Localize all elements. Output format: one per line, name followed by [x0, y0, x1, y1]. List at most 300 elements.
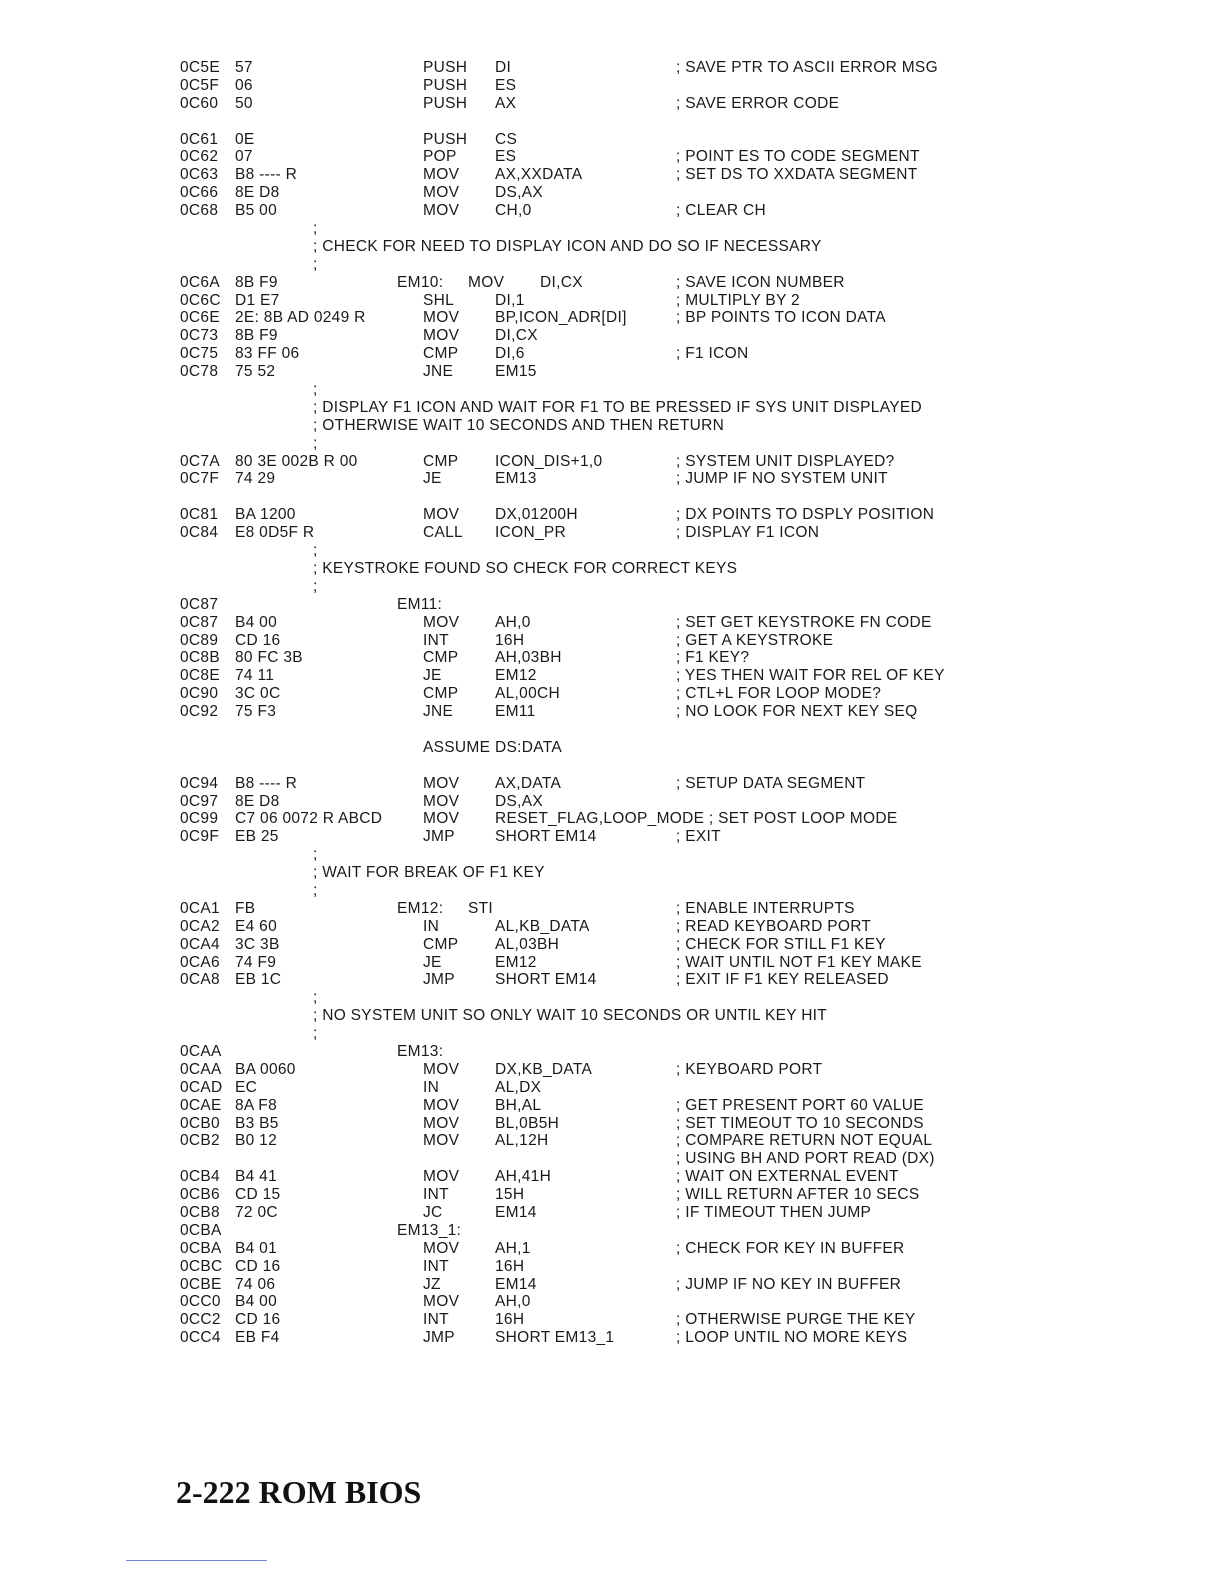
mnemonic: MOV: [423, 792, 460, 810]
address: 0C99: [180, 810, 219, 828]
mnemonic: CMP: [423, 452, 459, 470]
address: 0CB2: [180, 1132, 220, 1150]
comment-line: [180, 864, 1190, 882]
operands: 16H: [495, 631, 525, 649]
mnemonic: JZ: [423, 1275, 441, 1293]
code-line: [180, 685, 1190, 703]
operands: EM15: [495, 363, 537, 381]
object-code: B4 00: [235, 613, 278, 631]
comment-line: [180, 417, 1190, 435]
comment-line: [180, 989, 1190, 1007]
mnemonic: CALL: [423, 524, 463, 542]
object-code: B3 B5: [235, 1114, 279, 1132]
code-line: [180, 828, 1190, 846]
label: EM13_1:: [397, 1221, 462, 1239]
address: 0C6C: [180, 291, 221, 309]
mnemonic: MOV: [423, 774, 460, 792]
object-code: EC: [235, 1078, 258, 1096]
code-line: [180, 453, 1190, 471]
object-code: CD 16: [235, 631, 281, 649]
object-code: 74 F9: [235, 953, 277, 971]
code-line: [180, 1293, 1190, 1311]
mnemonic: ASSUME: [423, 738, 491, 756]
address: 0C66: [180, 184, 219, 202]
comment: ; CHECK FOR KEY IN BUFFER: [676, 1239, 905, 1257]
code-line: [180, 900, 1190, 918]
comment-line: [180, 238, 1190, 256]
comment: ; POINT ES TO CODE SEGMENT: [676, 148, 920, 166]
code-line: [180, 1240, 1190, 1258]
operands: DS:DATA: [495, 738, 562, 756]
mnemonic: JMP: [423, 971, 455, 989]
comment: ; F1 ICON: [676, 345, 749, 363]
code-line: [180, 363, 1190, 381]
code-line: [180, 954, 1190, 972]
code-line: [180, 524, 1190, 542]
operands: CH,0: [495, 202, 532, 220]
mnemonic: MOV: [423, 202, 460, 220]
code-line: [180, 1329, 1190, 1347]
code-line: [180, 1115, 1190, 1133]
object-code: 8E D8: [235, 184, 280, 202]
comment: ; GET PRESENT PORT 60 VALUE: [676, 1096, 924, 1114]
mnemonic: JNE: [423, 363, 454, 381]
mnemonic: STI: [468, 899, 494, 917]
object-code: 8B F9: [235, 327, 278, 345]
operands: AL,DX: [495, 1078, 542, 1096]
operands: CS: [495, 130, 518, 148]
mnemonic: MOV: [423, 506, 460, 524]
mnemonic: MOV: [423, 1114, 460, 1132]
comment: ; SET TIMEOUT TO 10 SECONDS: [676, 1114, 924, 1132]
code-line: [180, 148, 1190, 166]
address: 0C60: [180, 94, 219, 112]
code-line: [180, 95, 1190, 113]
mnemonic: SHL: [423, 291, 455, 309]
object-code: EB 25: [235, 828, 279, 846]
mnemonic: JNE: [423, 703, 454, 721]
comment: ; EXIT IF F1 KEY RELEASED: [676, 971, 889, 989]
object-code: C7 06 0072 R ABCD: [235, 810, 383, 828]
object-code: B4 00: [235, 1293, 278, 1311]
comment: ; USING BH AND PORT READ (DX): [676, 1150, 935, 1168]
comment: ; EXIT: [676, 828, 721, 846]
label: EM12:: [397, 899, 444, 917]
mnemonic: MOV: [423, 184, 460, 202]
address: 0C84: [180, 524, 219, 542]
mnemonic: MOV: [423, 1096, 460, 1114]
comment-line: [180, 256, 1190, 274]
code-line: [180, 1276, 1190, 1294]
code-line: [180, 810, 1190, 828]
address: 0C81: [180, 506, 219, 524]
address: 0CBA: [180, 1221, 222, 1239]
object-code: E4 60: [235, 917, 278, 935]
mnemonic: MOV: [423, 1293, 460, 1311]
operands: AH,0: [495, 613, 531, 631]
address: 0C73: [180, 327, 219, 345]
operands: AH,0: [495, 1293, 531, 1311]
operands: AL,KB_DATA: [495, 917, 590, 935]
address: 0CC0: [180, 1293, 221, 1311]
mnemonic: MOV: [423, 166, 460, 184]
mnemonic: MOV: [468, 273, 505, 291]
address: 0C7A: [180, 452, 220, 470]
mnemonic: MOV: [423, 1239, 460, 1257]
operands: AH,03BH: [495, 649, 562, 667]
block-comment: ;: [313, 881, 318, 899]
operands: AL,03BH: [495, 935, 560, 953]
mnemonic: JE: [423, 470, 442, 488]
code-line: [180, 739, 1190, 757]
object-code: 8B F9: [235, 273, 278, 291]
operands: AL,00CH: [495, 685, 560, 703]
blank-line: [180, 488, 1190, 506]
mnemonic: MOV: [423, 1060, 460, 1078]
operands: EM14: [495, 1275, 537, 1293]
comment-line: [180, 1007, 1190, 1025]
mnemonic: PUSH: [423, 59, 468, 76]
blank-line: [180, 721, 1190, 739]
comment: ; SETUP DATA SEGMENT: [676, 774, 866, 792]
block-comment: ; WAIT FOR BREAK OF F1 KEY: [313, 864, 545, 882]
mnemonic: PUSH: [423, 94, 468, 112]
comment: ; YES THEN WAIT FOR REL OF KEY: [676, 667, 945, 685]
object-code: CD 15: [235, 1186, 281, 1204]
address: 0C94: [180, 774, 219, 792]
object-code: E8 0D5F R: [235, 524, 315, 542]
address: 0CB4: [180, 1168, 220, 1186]
operands: EM14: [495, 1204, 537, 1221]
code-line: [180, 1061, 1190, 1079]
comment: ; LOOP UNTIL NO MORE KEYS: [676, 1329, 908, 1347]
address: 0CA8: [180, 971, 220, 989]
address: 0CC4: [180, 1329, 221, 1347]
comment: ; MULTIPLY BY 2: [676, 291, 800, 309]
operands: AL,12H: [495, 1132, 549, 1150]
code-line: [180, 1132, 1190, 1150]
address: 0CBE: [180, 1275, 222, 1293]
object-code: 2E: 8B AD 0249 R: [235, 309, 366, 327]
mnemonic: POP: [423, 148, 457, 166]
mnemonic: INT: [423, 1311, 449, 1329]
object-code: B5 00: [235, 202, 278, 220]
mnemonic: JMP: [423, 828, 455, 846]
code-line: [180, 596, 1190, 614]
block-comment: ; NO SYSTEM UNIT SO ONLY WAIT 10 SECONDS OR UNTIL KEY HIT: [313, 1007, 828, 1025]
comment: ; WAIT UNTIL NOT F1 KEY MAKE: [676, 953, 922, 971]
object-code: EB F4: [235, 1329, 280, 1347]
code-line: [180, 274, 1190, 292]
mnemonic: JMP: [423, 1329, 455, 1347]
operands: DI,1: [495, 291, 525, 309]
operands: DI,CX: [540, 273, 583, 291]
label: EM13:: [397, 1042, 444, 1060]
address: 0C8E: [180, 667, 220, 685]
comment: ; NO LOOK FOR NEXT KEY SEQ: [676, 703, 918, 721]
mnemonic: IN: [423, 917, 440, 935]
code-line: [180, 667, 1190, 685]
object-code: 74 11: [235, 667, 275, 685]
code-line: [180, 59, 1190, 77]
address: 0CBA: [180, 1239, 222, 1257]
comment: ; WILL RETURN AFTER 10 SECS: [676, 1186, 920, 1204]
object-code: 74 29: [235, 470, 276, 488]
operands: SHORT EM14: [495, 971, 597, 989]
operands: DS,AX: [495, 184, 544, 202]
mnemonic: MOV: [423, 309, 460, 327]
object-code: 74 06: [235, 1275, 276, 1293]
comment: ; ENABLE INTERRUPTS: [676, 899, 855, 917]
block-comment: ;: [313, 220, 318, 238]
address: 0CA4: [180, 935, 220, 953]
code-line: [180, 166, 1190, 184]
operands: 15H: [495, 1186, 525, 1204]
block-comment: ;: [313, 255, 318, 273]
comment-line: [180, 882, 1190, 900]
address: 0C6A: [180, 273, 220, 291]
address: 0C7F: [180, 470, 220, 488]
mnemonic: CMP: [423, 685, 459, 703]
address: 0C97: [180, 792, 219, 810]
object-code: 75 52: [235, 363, 276, 381]
code-line: [180, 649, 1190, 667]
comment-line: [180, 399, 1190, 417]
address: 0CA6: [180, 953, 220, 971]
comment: ; BP POINTS TO ICON DATA: [676, 309, 886, 327]
code-line: [180, 202, 1190, 220]
comment: ; READ KEYBOARD PORT: [676, 917, 872, 935]
block-comment: ;: [313, 989, 318, 1007]
page-footer: 2-222 ROM BIOS: [176, 1474, 422, 1510]
address: 0C63: [180, 166, 219, 184]
address: 0CB6: [180, 1186, 220, 1204]
object-code: D1 E7: [235, 291, 280, 309]
operands: DX,01200H: [495, 506, 578, 524]
operands: AH,1: [495, 1239, 531, 1257]
address: 0CA1: [180, 899, 220, 917]
address: 0C75: [180, 345, 219, 363]
address: 0C5F: [180, 76, 220, 94]
block-comment: ;: [313, 542, 318, 560]
operands: RESET_FLAG,LOOP_MODE ; SET POST LOOP MODE: [495, 810, 898, 828]
mnemonic: MOV: [423, 810, 460, 828]
address: 0C87: [180, 613, 219, 631]
block-comment: ;: [313, 381, 318, 399]
address: 0C90: [180, 685, 219, 703]
code-line: [180, 506, 1190, 524]
address: 0C61: [180, 130, 219, 148]
object-code: 75 F3: [235, 703, 277, 721]
code-line: [180, 1204, 1190, 1222]
bottom-rule: [126, 1560, 267, 1561]
comment: ; JUMP IF NO SYSTEM UNIT: [676, 470, 888, 488]
code-line: [180, 1222, 1190, 1240]
comment: ; SET GET KEYSTROKE FN CODE: [676, 613, 932, 631]
mnemonic: JE: [423, 667, 442, 685]
operands: BP,ICON_ADR[DI]: [495, 309, 627, 327]
object-code: BA 1200: [235, 506, 296, 524]
operands: AX: [495, 94, 517, 112]
comment: ; COMPARE RETURN NOT EQUAL: [676, 1132, 933, 1150]
address: 0CB8: [180, 1204, 220, 1221]
operands: DI,6: [495, 345, 525, 363]
operands: EM13: [495, 470, 537, 488]
object-code: 57: [235, 59, 253, 76]
blank-line: [180, 757, 1190, 775]
comment: ; GET A KEYSTROKE: [676, 631, 834, 649]
operands: ES: [495, 148, 517, 166]
code-line: [180, 1043, 1190, 1061]
label: EM10:: [397, 273, 444, 291]
comment-line: [180, 578, 1190, 596]
operands: EM12: [495, 667, 537, 685]
mnemonic: INT: [423, 631, 449, 649]
address: 0C62: [180, 148, 219, 166]
address: 0C6E: [180, 309, 220, 327]
operands: BL,0B5H: [495, 1114, 560, 1132]
label: EM11:: [397, 595, 443, 613]
object-code: EB 1C: [235, 971, 282, 989]
mnemonic: MOV: [423, 613, 460, 631]
code-line: [180, 703, 1190, 721]
comment: ; WAIT ON EXTERNAL EVENT: [676, 1168, 899, 1186]
code-line: [180, 470, 1190, 488]
comment: ; SAVE ICON NUMBER: [676, 273, 845, 291]
code-line: [180, 1186, 1190, 1204]
operands: 16H: [495, 1311, 525, 1329]
comment: ; KEYBOARD PORT: [676, 1060, 823, 1078]
address: 0CA2: [180, 917, 220, 935]
operands: DS,AX: [495, 792, 544, 810]
operands: ICON_DIS+1,0: [495, 452, 603, 470]
mnemonic: CMP: [423, 345, 459, 363]
comment: ; F1 KEY?: [676, 649, 750, 667]
operands: EM12: [495, 953, 537, 971]
comment: ; OTHERWISE PURGE THE KEY: [676, 1311, 916, 1329]
operands: SHORT EM13_1: [495, 1329, 615, 1347]
comment-line: [180, 542, 1190, 560]
code-line: [180, 1079, 1190, 1097]
code-line: [180, 918, 1190, 936]
block-comment: ;: [313, 434, 318, 452]
object-code: B8 ---- R: [235, 166, 298, 184]
comment: ; JUMP IF NO KEY IN BUFFER: [676, 1275, 902, 1293]
address: 0CB0: [180, 1114, 220, 1132]
comment-line: [180, 846, 1190, 864]
object-code: B4 01: [235, 1239, 278, 1257]
comment-line: [180, 435, 1190, 453]
comment: ; SAVE PTR TO ASCII ERROR MSG: [676, 59, 938, 76]
address: 0C8B: [180, 649, 220, 667]
code-line: [180, 614, 1190, 632]
block-comment: ; CHECK FOR NEED TO DISPLAY ICON AND DO SO IF NECESSARY: [313, 237, 822, 255]
code-line: [180, 971, 1190, 989]
object-code: 3C 0C: [235, 685, 281, 703]
address: 0CAE: [180, 1096, 222, 1114]
mnemonic: IN: [423, 1078, 440, 1096]
comment: ; IF TIMEOUT THEN JUMP: [676, 1204, 872, 1221]
comment-line: [180, 560, 1190, 578]
code-line: [180, 1168, 1190, 1186]
object-code: 8E D8: [235, 792, 280, 810]
mnemonic: INT: [423, 1257, 449, 1275]
code-line: [180, 292, 1190, 310]
address: 0C9F: [180, 828, 220, 846]
code-line: [180, 184, 1190, 202]
block-comment: ;: [313, 1025, 318, 1043]
code-line: [180, 1150, 1190, 1168]
code-line: [180, 77, 1190, 95]
comment: ; CTL+L FOR LOOP MODE?: [676, 685, 882, 703]
mnemonic: MOV: [423, 1132, 460, 1150]
address: 0C92: [180, 703, 219, 721]
code-line: [180, 632, 1190, 650]
operands: AH,41H: [495, 1168, 552, 1186]
comment: ; CLEAR CH: [676, 202, 766, 220]
mnemonic: JC: [423, 1204, 443, 1221]
object-code: FB: [235, 899, 256, 917]
operands: BH,AL: [495, 1096, 542, 1114]
mnemonic: PUSH: [423, 76, 468, 94]
comment: ; SYSTEM UNIT DISPLAYED?: [676, 452, 895, 470]
block-comment: ;: [313, 846, 318, 864]
operands: ICON_PR: [495, 524, 567, 542]
code-line: [180, 309, 1190, 327]
operands: AX,XXDATA: [495, 166, 583, 184]
block-comment: ; OTHERWISE WAIT 10 SECONDS AND THEN RETURN: [313, 416, 725, 434]
object-code: 0E: [235, 130, 255, 148]
operands: EM11: [495, 703, 536, 721]
mnemonic: CMP: [423, 935, 459, 953]
code-line: [180, 345, 1190, 363]
address: 0CAD: [180, 1078, 223, 1096]
blank-line: [180, 113, 1190, 131]
object-code: 80 3E 002B R 00: [235, 452, 358, 470]
comment: ; SET DS TO XXDATA SEGMENT: [676, 166, 918, 184]
block-comment: ; DISPLAY F1 ICON AND WAIT FOR F1 TO BE PRESSED IF SYS UNIT DISPLAYED: [313, 398, 922, 416]
operands: DX,KB_DATA: [495, 1060, 593, 1078]
operands: 16H: [495, 1257, 525, 1275]
comment-line: [180, 220, 1190, 238]
object-code: 50: [235, 94, 253, 112]
object-code: 72 0C: [235, 1204, 278, 1221]
object-code: BA 0060: [235, 1060, 296, 1078]
address: 0C87: [180, 595, 219, 613]
block-comment: ; KEYSTROKE FOUND SO CHECK FOR CORRECT KEYS: [313, 559, 738, 577]
object-code: 80 FC 3B: [235, 649, 303, 667]
address: 0C89: [180, 631, 219, 649]
comment: ; DISPLAY F1 ICON: [676, 524, 820, 542]
comment: ; CHECK FOR STILL F1 KEY: [676, 935, 886, 953]
address: 0CBC: [180, 1257, 223, 1275]
address: 0CC2: [180, 1311, 221, 1329]
mnemonic: PUSH: [423, 130, 468, 148]
code-line: [180, 936, 1190, 954]
code-line: [180, 1258, 1190, 1276]
address: 0CAA: [180, 1060, 222, 1078]
object-code: CD 16: [235, 1257, 281, 1275]
object-code: B8 ---- R: [235, 774, 298, 792]
object-code: 06: [235, 76, 253, 94]
code-line: [180, 1311, 1190, 1329]
code-line: [180, 775, 1190, 793]
comment: ; SAVE ERROR CODE: [676, 94, 840, 112]
address: 0C5E: [180, 59, 220, 76]
operands: DI,CX: [495, 327, 538, 345]
block-comment: ;: [313, 577, 318, 595]
object-code: 3C 3B: [235, 935, 280, 953]
